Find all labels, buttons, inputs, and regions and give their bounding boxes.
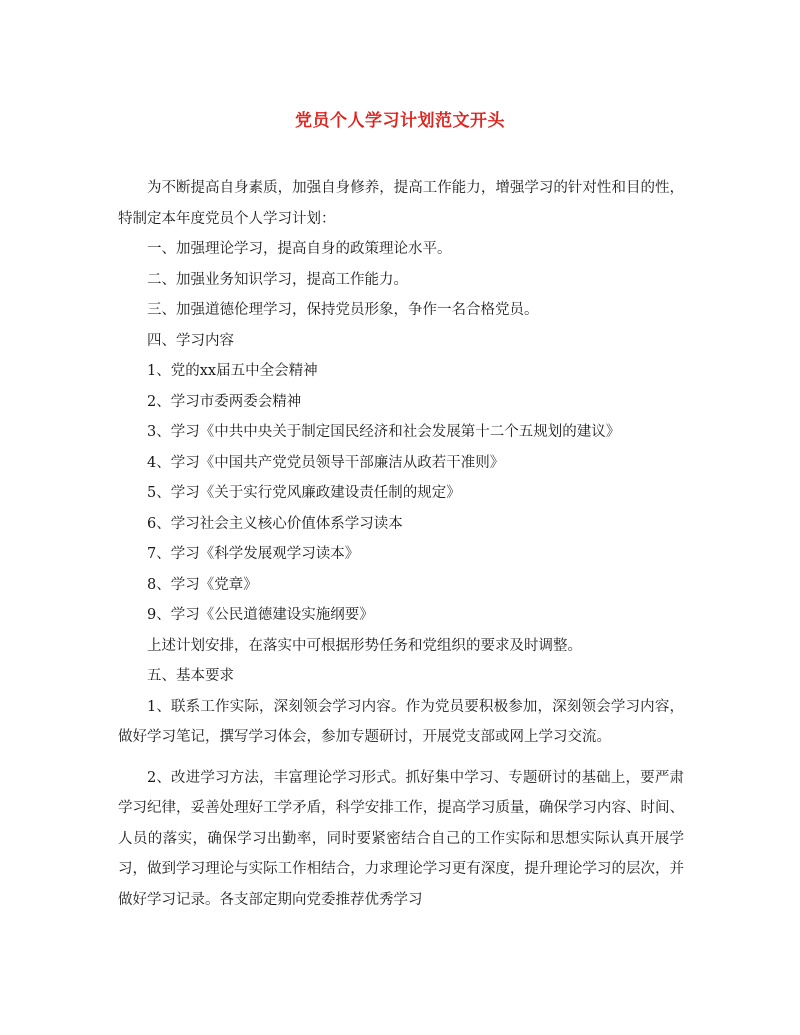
- content-item-8: 8、学习《党章》: [147, 576, 258, 593]
- document-body: [118, 173, 684, 915]
- paragraph-point-1: 一、加强理论学习，提高自身的政策理论水平。: [147, 241, 452, 257]
- adjustment-note: 上述计划安排，在落实中可根据形势任务和党组织的要求及时调整。: [147, 637, 582, 654]
- content-item-6: 6、学习社会主义核心价值体系学习读本: [147, 515, 403, 532]
- content-item-2: 2、学习市委两委会精神: [147, 393, 302, 410]
- paragraph-point-3: 三、加强道德伦理学习，保持党员形象，争作一名合格党员。: [147, 302, 539, 318]
- content-item-4: 4、学习《中国共产党党员领导干部廉洁从政若干准则》: [147, 454, 505, 471]
- intro-paragraph: 为不断提高自身素质，加强自身修养，提高工作能力，增强学习的针对性和目的性，特制定本年度党员个人学习计划：: [118, 180, 684, 227]
- requirement-2: 2、改进学习方法，丰富理论学习形式。抓好集中学习、专题研讨的基础上，要严肃学习纪律，妥善处理好工学矛盾，科学安排工作，提高学习质量，确保学习内容、时间、人员的落实，确保学习出勤率，同时要紧密结合自己的工作实际和思想实际认真开展学习，做到学习理论与实际工作相结合，力求理论学习更有深度，提升理论学习的层次，并做好学习记录。各支部定期向党委推荐优秀学习: [118, 769, 684, 908]
- content-item-3: 3、学习《中共中央关于制定国民经济和社会发展第十二个五规划的建议》: [147, 424, 621, 440]
- content-item-5: 5、学习《关于实行党风廉政建设责任制的规定》: [147, 485, 461, 501]
- paragraph-point-2: 二、加强业务知识学习，提高工作能力。: [147, 271, 408, 288]
- document-title: 党员个人学习计划范文开头: [295, 111, 505, 131]
- section-heading-requirements: 五、基本要求: [147, 668, 234, 684]
- requirement-1: 1、联系工作实际，深刻领会学习内容。作为党员要积极参加，深刻领会学习内容，做好学习笔记，撰写学习体会，参加专题研讨，开展党支部或网上学习交流。: [118, 698, 684, 745]
- content-item-9: 9、学习《公民道德建设实施纲要》: [147, 607, 374, 623]
- content-item-7: 7、学习《科学发展观学习读本》: [147, 546, 360, 562]
- section-heading-content: 四、学习内容: [147, 332, 234, 349]
- content-item-1: 1、党的xx届五中全会精神: [147, 363, 318, 379]
